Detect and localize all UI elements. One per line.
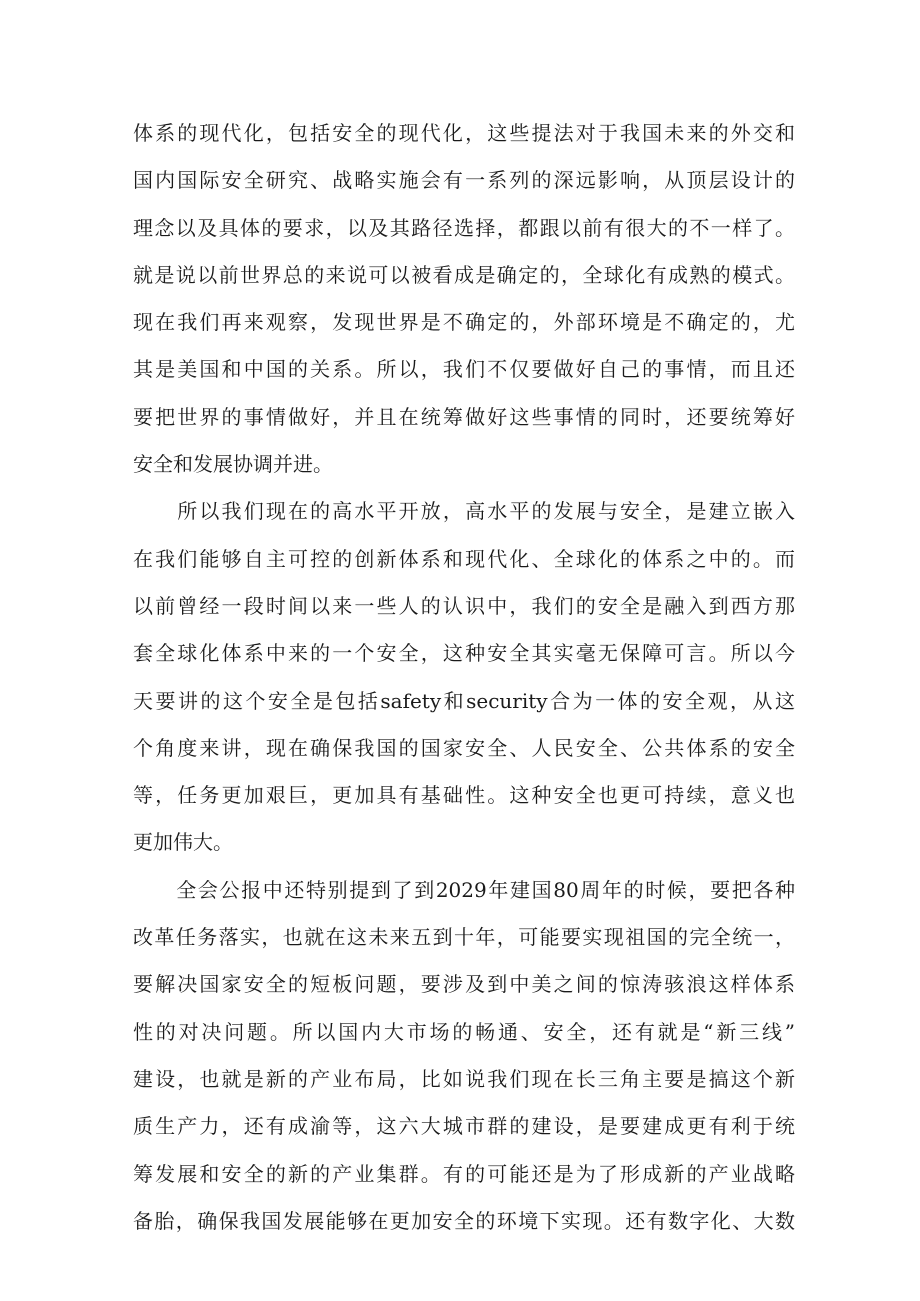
text-line: 要把世界的事情做好，并且在统筹做好这些事情的同时，还要统筹好 bbox=[133, 404, 795, 429]
text-line: 等，任务更加艰巨，更加具有基础性。这种安全也更可持续，意义也 bbox=[133, 783, 795, 808]
text-line: 安全和发展协调并进。 bbox=[133, 452, 333, 477]
text-line: 以前曾经一段时间以来一些人的认识中，我们的安全是融入到西方那 bbox=[133, 593, 795, 618]
text-line: 现在我们再来观察，发现世界是不确定的，外部环境是不确定的，尤 bbox=[133, 310, 795, 335]
text-line: 建设，也就是新的产业布局，比如说我们现在长三角主要是搞这个新 bbox=[133, 1066, 795, 1091]
text-line: 个角度来讲，现在确保我国的国家安全、人民安全、公共体系的安全 bbox=[133, 735, 795, 760]
text-line: 质生产力，还有成渝等，这六大城市群的建设，是要建成更有利于统 bbox=[133, 1114, 795, 1139]
text-line: 其是美国和中国的关系。所以，我们不仅要做好自己的事情，而且还 bbox=[133, 357, 795, 382]
text-line: 体系的现代化，包括安全的现代化，这些提法对于我国未来的外交和 bbox=[133, 121, 795, 145]
text-line: 全会公报中还特别提到了到2029年建国80周年的时候，要把各种 bbox=[133, 877, 795, 902]
text-line: 在我们能够自主可控的创新体系和现代化、全球化的体系之中的。而 bbox=[133, 546, 795, 571]
text-line: 天要讲的这个安全是包括safety和security合为一体的安全观，从这 bbox=[133, 688, 795, 713]
text-line: 国内国际安全研究、战略实施会有一系列的深远影响，从顶层设计的 bbox=[133, 168, 795, 193]
text-line: 要解决国家安全的短板问题，要涉及到中美之间的惊涛骇浪这样体系 bbox=[133, 972, 795, 997]
text-line: 套全球化体系中来的一个安全，这种安全其实毫无保障可言。所以今 bbox=[133, 641, 795, 666]
text-line: 更加伟大。 bbox=[133, 830, 233, 855]
document-body bbox=[133, 110, 795, 1245]
text-line: 理念以及具体的要求，以及其路径选择，都跟以前有很大的不一样了。 bbox=[133, 215, 795, 240]
text-line: 就是说以前世界总的来说可以被看成是确定的，全球化有成熟的模式。 bbox=[133, 262, 795, 287]
text-line: 所以我们现在的高水平开放，高水平的发展与安全，是建立嵌入 bbox=[133, 499, 795, 524]
text-line: 改革任务落实，也就在这未来五到十年，可能要实现祖国的完全统一， bbox=[133, 925, 795, 950]
text-line: 性的对决问题。所以国内大市场的畅通、安全，还有就是“新三线” bbox=[133, 1019, 795, 1044]
text-line: 备胎，确保我国发展能够在更加安全的环境下实现。还有数字化、大数 bbox=[133, 1208, 795, 1233]
text-line: 筹发展和安全的新的产业集群。有的可能还是为了形成新的产业战略 bbox=[133, 1161, 795, 1186]
